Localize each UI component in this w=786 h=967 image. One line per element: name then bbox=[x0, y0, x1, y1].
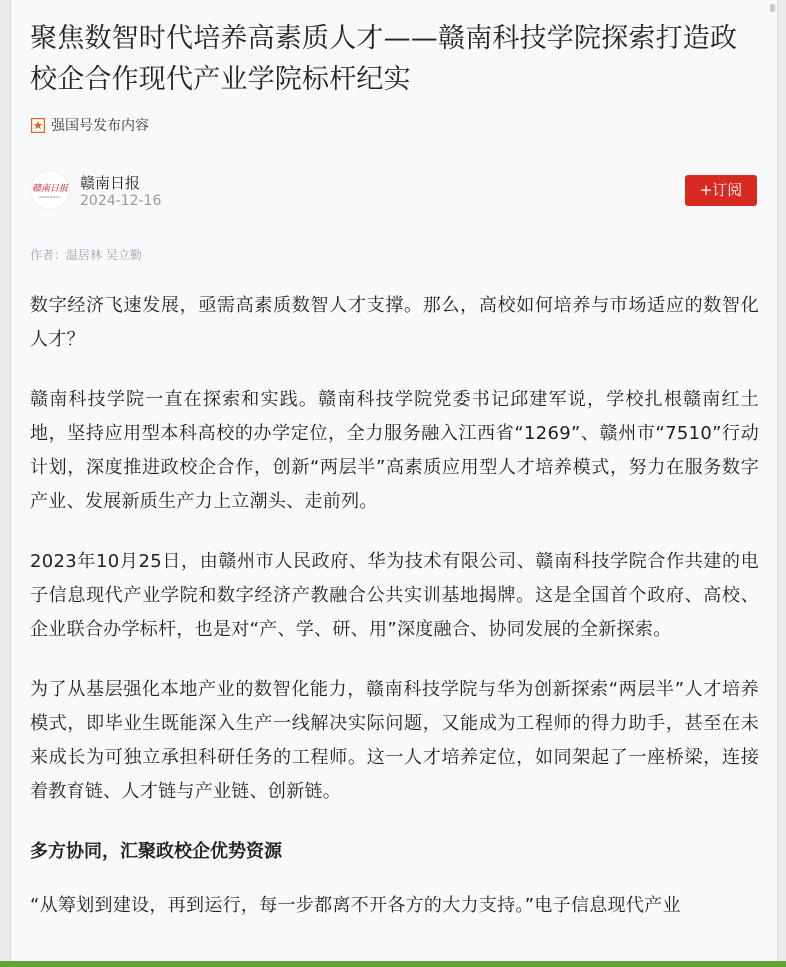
publisher-row bbox=[30, 170, 760, 212]
author-byline: 作者：温居林 吴立勤 bbox=[30, 248, 142, 262]
logo-subtext: GANNAN DAILY bbox=[38, 195, 62, 199]
bottom-status-strip bbox=[0, 961, 786, 967]
publish-date: 2024-12-16 bbox=[80, 193, 162, 209]
article-page bbox=[10, 0, 778, 967]
subscribe-button[interactable]: +订阅 bbox=[685, 175, 757, 206]
scrollbar-thumb[interactable] bbox=[770, 4, 775, 12]
article-title: 聚焦数智时代培养高素质人才——赣南科技学院探索打造政校企合作现代产业学院标杆纪实 bbox=[30, 23, 738, 95]
article-paragraph: 2023年10月25日，由赣州市人民政府、华为技术有限公司、赣南科技学院合作共建的电子信息现代产业学院和数字经济产教融合公共实训基地揭牌。这是全国首个政府、高校、企业联合办学标杆，也是对“产、学、研、用”深度融合、协同发展的全新探索。 bbox=[30, 551, 759, 640]
source-tag bbox=[31, 116, 149, 134]
article-paragraph: 数字经济飞速发展，亟需高素质数智人才支撑。那么，高校如何培养与市场适应的数智化人才？ bbox=[30, 295, 759, 350]
gannan-daily-logo bbox=[31, 171, 69, 209]
article-paragraph: “从筹划到建设，再到运行，每一步都离不开各方的大力支持。”电子信息现代产业 bbox=[30, 895, 681, 916]
article-paragraph: 赣南科技学院一直在探索和实践。赣南科技学院党委书记邱建军说，学校扎根赣南红土地，坚持应用型本科高校的办学定位，全力服务融入江西省“1269”、赣州市“7510”行动计划，深度推进政校企合作，创新“两层半”高素质应用型人才培养模式，努力在服务数字产业、发展新质生产力上立潮头、走前列。 bbox=[30, 389, 759, 512]
article-paragraph: 为了从基层强化本地产业的数智化能力，赣南科技学院与华为创新探索“两层半”人才培养模式，即毕业生既能深入生产一线解决实际问题，又能成为工程师的得力助手，甚至在未来成长为可独立承担科研任务的工程师。这一人才培养定位，如同架起了一座桥梁，连接着教育链、人才链与产业链、创新链。 bbox=[30, 679, 759, 802]
section-heading: 多方协同，汇聚政校企优势资源 bbox=[30, 841, 282, 862]
publisher-name[interactable]: 赣南日报 bbox=[80, 174, 141, 192]
flag-star-icon bbox=[31, 118, 45, 133]
source-tag-label: 强国号发布内容 bbox=[51, 118, 149, 134]
article-body bbox=[30, 289, 759, 949]
publisher-avatar[interactable] bbox=[30, 170, 70, 210]
logo-text: 赣南日报 bbox=[31, 184, 69, 194]
